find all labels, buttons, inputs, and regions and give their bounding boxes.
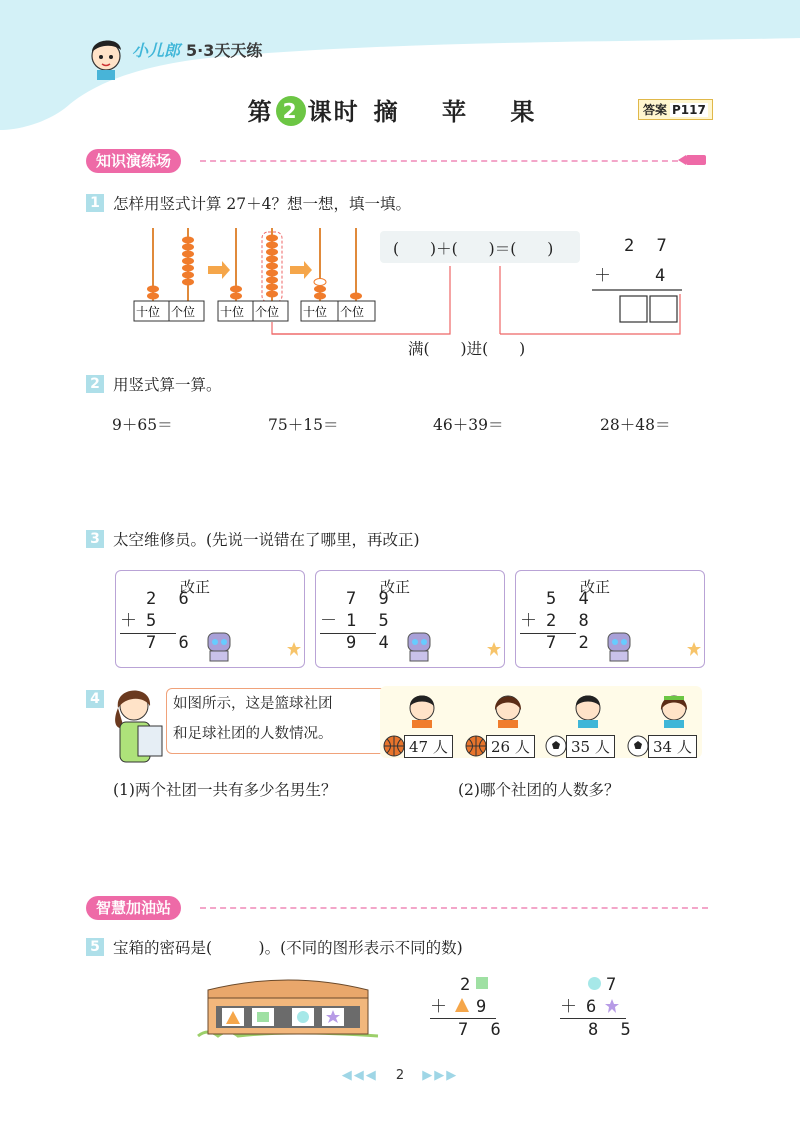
brand-logo: 小儿郎 [132,41,181,60]
q1-vertical-top: 2 7 [624,236,673,256]
card-2-op: － [320,611,343,631]
robot-icon [594,623,644,663]
card-3-bottom: 2 8 [546,611,595,631]
lesson-prefix: 第 [247,98,274,126]
q2-problem: 75＋15＝ [268,416,339,434]
lesson-name: 摘 苹 果 [373,98,553,126]
abacus-label: 个位 [255,305,280,319]
triangle-icon [454,997,470,1013]
abacus-label: 十位 [136,305,161,319]
question-2-text: 用竖式算一算。 [113,376,222,394]
soccer-ball-icon [626,734,650,758]
bubble-line-2: 和足球社团的人数情况。 [173,726,333,742]
brand-series: 5·3天天练 [186,41,263,60]
brand-title [132,38,262,61]
basketball-icon [382,734,406,758]
robot-icon [394,623,444,663]
question-number-3: 3 [86,530,104,548]
page-number: 2 [395,1068,405,1083]
section-header-practice: 知识演练场 [86,149,181,173]
section-divider [200,907,708,909]
answer-reference[interactable] [638,99,713,120]
star-shape-icon [604,998,620,1014]
repair-card-2 [315,570,505,668]
girl-icon [656,688,692,728]
right-arrows-icon: ▶▶▶ [422,1068,459,1083]
q4-subquestion-1: (1)两个社团一共有多少名男生？ [113,781,337,799]
puzzle-2-op: ＋ [560,997,583,1017]
q1-carry-text: 满( )进( ) [408,340,526,358]
q2-problem: 9＋65＝ [112,416,173,434]
abacus-label: 十位 [303,305,328,319]
question-number-5: 5 [86,938,104,956]
puzzle-2-result: 8 5 [588,1020,637,1040]
q1-vertical-op: ＋ [594,266,617,286]
question-1-text: 怎样用竖式计算 27＋4？想一想，填一填。 [113,195,412,213]
speech-bubble [166,688,386,754]
q4-subquestion-2: (2)哪个社团的人数多？ [458,781,620,799]
girl-icon [490,688,526,728]
correction-label: 改正 [580,578,611,596]
lesson-suffix: 课时 [307,98,360,126]
club-count: 47 人 [404,735,453,758]
soccer-ball-icon [544,734,568,758]
q1-vertical-bottom: 4 [655,266,672,286]
question-number-4: 4 [86,690,104,708]
q2-problem: 46＋39＝ [433,416,504,434]
puzzle-1-bottom: 9 [476,997,493,1017]
boy-icon [404,688,440,728]
card-2-top: 7 9 [346,589,395,609]
card-3-result: 7 2 [546,633,595,653]
card-2-bottom: 1 5 [346,611,395,631]
mascot-logo-icon [84,32,128,80]
answer-label: 答案 [643,103,668,117]
correction-label: 改正 [180,578,211,596]
question-3-text: 太空维修员。(先说一说错在了哪里，再改正) [113,531,420,549]
star-icon [286,641,302,657]
q1-equation: ( )＋( )＝( ) [393,240,554,258]
treasure-chest-icon [188,970,388,1040]
square-icon [476,977,488,989]
card-3-op: ＋ [520,611,543,631]
repair-card-3 [515,570,705,668]
question-number-1: 1 [86,194,104,212]
sum-line [560,1018,626,1019]
star-icon [486,641,502,657]
puzzle-2-top: 7 [606,975,623,995]
abacus-label: 十位 [220,305,245,319]
section-divider [200,160,678,162]
boy-icon [570,688,606,728]
bubble-line-1: 如图所示，这是篮球社团 [173,696,333,712]
card-1-top: 2 6 [146,589,195,609]
puzzle-1-result: 7 6 [458,1020,507,1040]
page-footer [0,1068,800,1083]
correction-label: 改正 [380,578,411,596]
answer-page: P117 [672,103,706,117]
puzzle-1-top: 2 [460,975,477,995]
robot-icon [194,623,244,663]
puzzle-2-bottom: 6 [586,997,603,1017]
sum-line [430,1018,496,1019]
question-number-2: 2 [86,375,104,393]
abacus-2 [230,228,282,302]
abacus-1 [147,228,194,301]
basketball-icon [464,734,488,758]
card-3-top: 5 4 [546,589,595,609]
club-count: 26 人 [486,735,535,758]
lesson-number-badge: 2 [276,96,306,126]
card-2-result: 9 4 [346,633,395,653]
abacus-label: 个位 [340,305,365,319]
teacher-girl-icon [104,682,170,764]
abacus-label: 个位 [171,305,196,319]
repair-card-1 [115,570,305,668]
card-1-bottom: 5 [146,611,163,631]
pencil-icon [678,153,708,167]
section-header-challenge: 智慧加油站 [86,896,181,920]
left-arrows-icon: ◀◀◀ [341,1068,378,1083]
club-count: 34 人 [648,735,697,758]
circle-icon [588,977,601,990]
q2-problem: 28＋48＝ [600,416,671,434]
star-icon [686,641,702,657]
card-1-result: 7 6 [146,633,195,653]
club-count: 35 人 [566,735,615,758]
question-5-text: 宝箱的密码是( )。(不同的图形表示不同的数) [113,939,463,957]
card-1-op: ＋ [120,611,143,631]
abacus-3 [314,228,362,301]
puzzle-1-op: ＋ [430,997,453,1017]
